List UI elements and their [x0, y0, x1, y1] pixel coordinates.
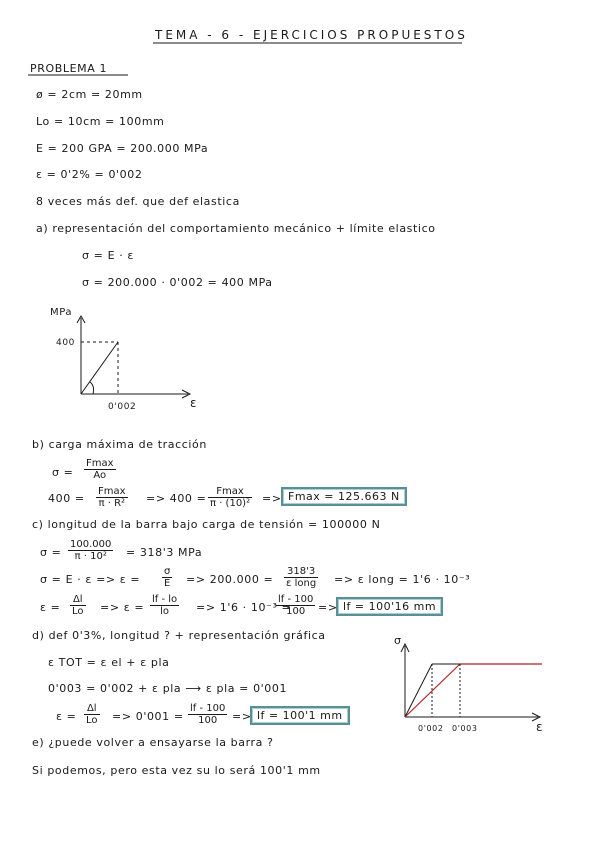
part-b-frac1 — [84, 458, 116, 481]
part-c-sigma-rhs: = 318'3 MPa — [126, 546, 203, 559]
part-c-frac6-den: 100 — [286, 606, 306, 617]
part-d-arrow: => — [232, 710, 252, 723]
data-line-strain: ε = 0'2% = 0'002 — [36, 168, 143, 181]
part-c-line2a: σ = E · ε => ε = — [40, 573, 141, 586]
part-c-frac6 — [276, 594, 315, 617]
part-c-frac1-den: π · 10² — [74, 551, 107, 562]
part-c-frac2 — [162, 566, 172, 589]
part-c-frac1 — [68, 539, 113, 562]
part-a-question: a) representación del comportamiento mecánico + límite elastico — [36, 222, 436, 235]
part-d-eq2: 0'003 = 0'002 + ε pla ⟶ ε pla = 0'001 — [48, 682, 288, 695]
part-b-question: b) carga máxima de tracción — [32, 438, 207, 451]
part-c-frac2-num: σ — [164, 566, 171, 577]
part-d-frac2-num: lf - 100 — [190, 703, 226, 714]
data-line-length: Lo = 10cm = 100mm — [36, 115, 165, 128]
graph-a-y-tick: 400 — [56, 338, 75, 348]
part-e-question: e) ¿puede volver a ensayarse la barra ? — [32, 736, 274, 749]
part-b-sigma: σ = — [52, 466, 74, 479]
part-c-frac1-num: 100.000 — [70, 539, 112, 550]
part-b-frac2-num: Fmax — [98, 486, 126, 497]
part-d-frac1-num: Δl — [84, 703, 100, 715]
data-line-modulus: E = 200 GPA = 200.000 MPa — [36, 142, 209, 155]
part-c-frac3-num: 318'3 — [284, 566, 318, 578]
part-c-result: lf = 100'16 mm — [336, 597, 443, 616]
part-b-arrow: => — [262, 492, 282, 505]
part-c-arrow: => — [318, 601, 338, 614]
graph-d-x-label: ε — [536, 720, 544, 734]
part-c-line2b: => 200.000 = — [186, 573, 274, 586]
data-line-note: 8 veces más def. que def elastica — [36, 195, 240, 208]
part-b-frac3 — [208, 486, 252, 509]
part-d-frac2-den: 100 — [198, 715, 218, 726]
graph-d-x-tick1: 0'002 — [418, 724, 444, 733]
part-c-frac3-den: ε long — [286, 578, 317, 589]
part-d-eq3b: => 0'001 = — [112, 710, 184, 723]
part-c-frac3 — [284, 566, 318, 589]
graph-d-x-tick2: 0'003 — [452, 724, 478, 733]
part-b-frac3-den: π · (10)² — [210, 498, 251, 509]
data-line-diameter: ø = 2cm = 20mm — [36, 88, 143, 101]
part-c-sigma-lhs: σ = — [40, 546, 62, 559]
part-c-frac4-den: Lo — [72, 606, 84, 617]
part-c-frac5-num: lf - lo — [152, 594, 178, 605]
part-e-answer: Si podemos, pero esta vez su lo será 100'1 mm — [32, 764, 321, 777]
part-c-line3b: => ε = — [100, 601, 145, 614]
part-c-question: c) longitud de la barra bajo carga de tensión = 100000 N — [32, 518, 381, 531]
graph-d-y-label: σ — [394, 634, 402, 647]
graph-a-x-label: ε — [190, 396, 198, 410]
part-d-frac1 — [84, 703, 100, 726]
page-title: TEMA - 6 - EJERCICIOS PROPUESTOS — [155, 28, 468, 42]
part-b-mid: => 400 = — [146, 492, 207, 505]
part-c-frac6-num: lf - 100 — [278, 594, 314, 605]
part-d-frac2 — [188, 703, 227, 726]
part-b-frac2-den: π · R² — [98, 498, 126, 509]
part-c-line3a: ε = — [40, 601, 61, 614]
part-c-frac4 — [70, 594, 86, 617]
part-b-frac1-num: Fmax — [86, 458, 114, 469]
part-d-result: lf = 100'1 mm — [250, 706, 350, 725]
part-d-eq3a: ε = — [56, 710, 77, 723]
part-c-frac4-num: Δl — [70, 594, 86, 606]
part-a-eq2: σ = 200.000 · 0'002 = 400 MPa — [82, 276, 273, 289]
graph-a-x-tick: 0'002 — [108, 402, 137, 412]
part-b-lhs: 400 = — [48, 492, 85, 505]
part-b-frac1-den: Ao — [93, 470, 107, 481]
graph-a-y-unit: MPa — [50, 307, 73, 318]
part-d-question: d) def 0'3%, longitud ? + representación gráfica — [32, 629, 326, 642]
part-c-frac2-den: E — [164, 578, 171, 589]
part-c-frac5-den: lo — [160, 606, 170, 617]
part-b-frac2 — [96, 486, 128, 509]
part-c-line2c: => ε long = 1'6 · 10⁻³ — [334, 573, 471, 586]
part-d-frac1-den: Lo — [86, 715, 98, 726]
part-b-frac3-num: Fmax — [208, 486, 252, 498]
part-a-eq1: σ = E · ε — [82, 249, 134, 262]
problem-heading: PROBLEMA 1 — [30, 62, 108, 75]
part-b-result: Fmax = 125.663 N — [281, 487, 407, 506]
part-c-line3c: => 1'6 · 10⁻³ = — [196, 601, 292, 614]
part-c-frac5 — [150, 594, 179, 617]
part-d-eq1: ε TOT = ε el + ε pla — [48, 656, 170, 669]
